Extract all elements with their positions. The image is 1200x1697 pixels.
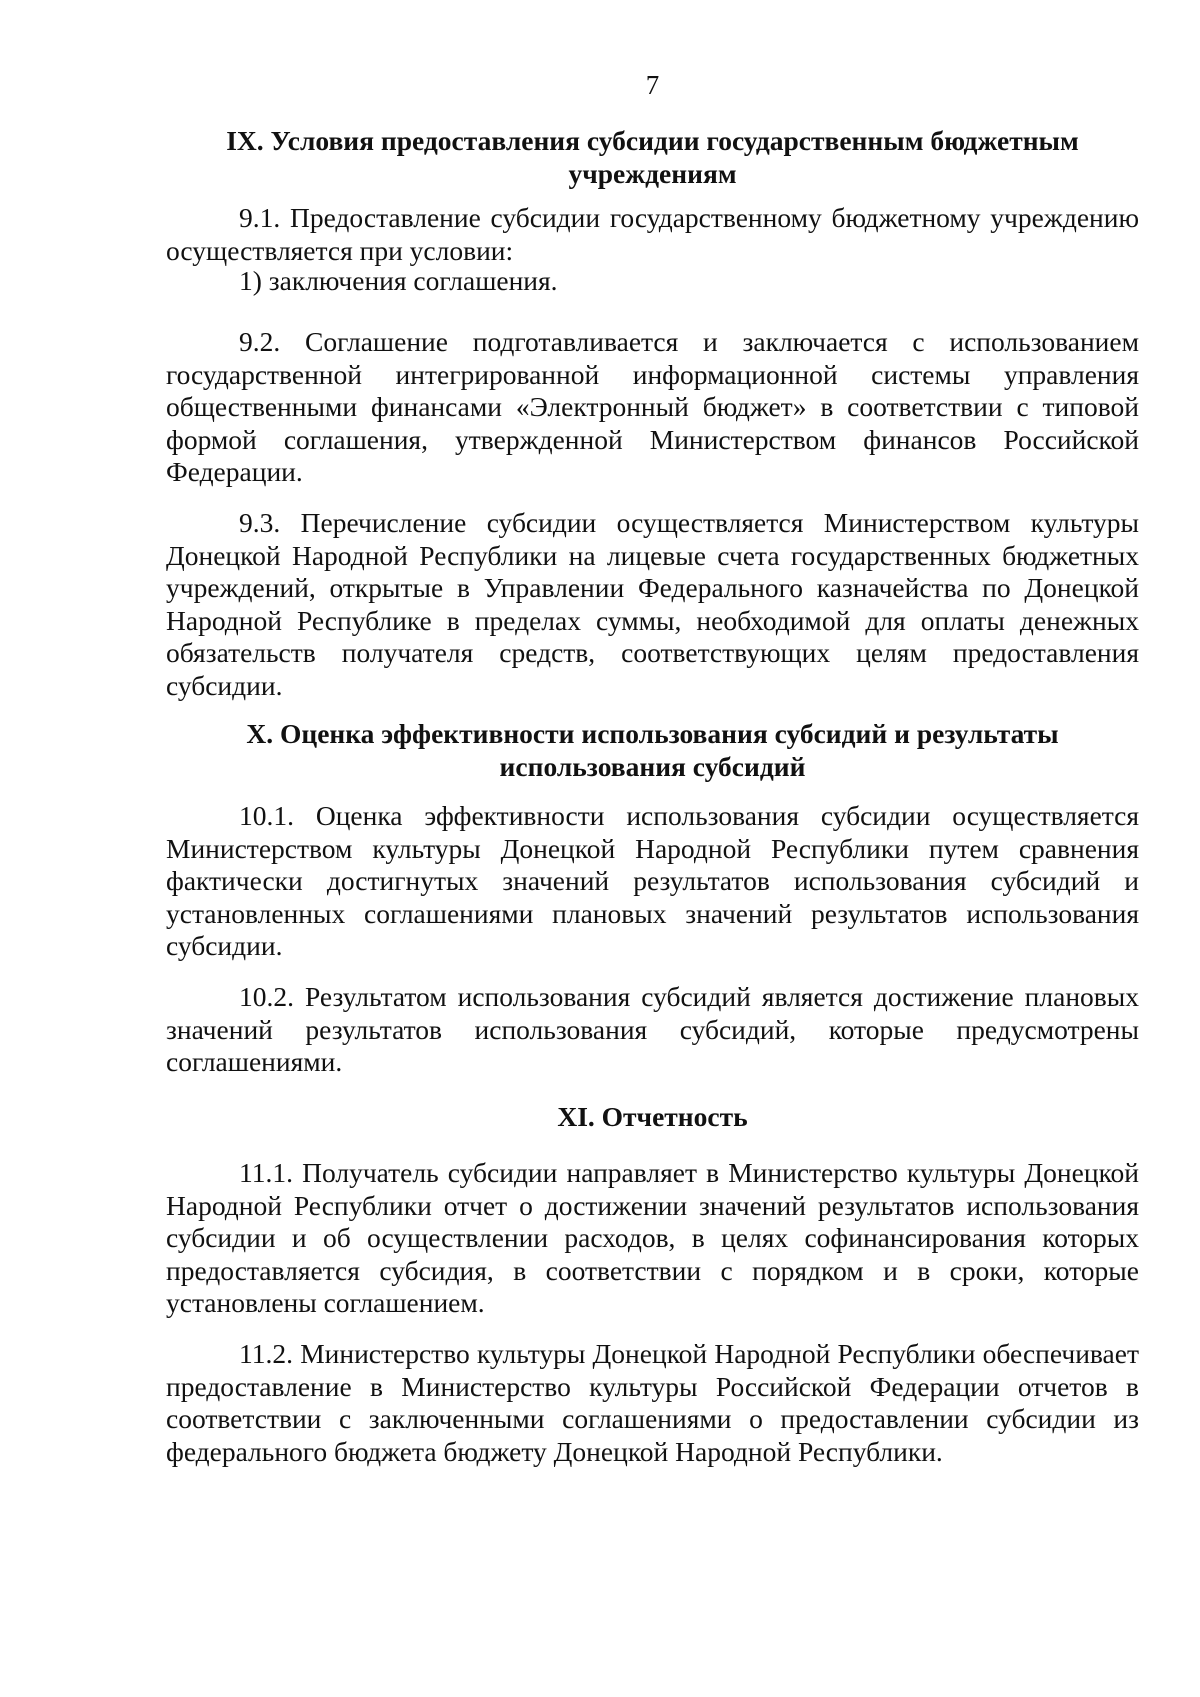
paragraph-9-3: 9.3. Перечисление субсидии осуществляется Министерством культуры Донецкой Народной Республики на лицевые счета государственных бюджетных учреждений, открытые в Управлении Федерального казначейства по Донецкой Народной Республике в пределах суммы, необходимой для оплаты денежных обязательств получателя средств, соответствующих целям предоставления субсидии. (166, 507, 1139, 701)
section-heading-10-line2: использования субсидий (499, 751, 806, 782)
paragraph-9-1: 9.1. Предоставление субсидии государственному бюджетному учреждению осуществляется при условии: (166, 202, 1139, 266)
paragraph-10-1: 10.1. Оценка эффективности использования субсидии осуществляется Министерством культуры Донецкой Народной Республики путем сравнения фактически достигнутых значений результатов использования субсидий и установленных соглашениями плановых значений результатов использования субсидии. (166, 800, 1139, 962)
section-heading-9-line2: учреждениям (568, 158, 737, 189)
section-heading-10 (166, 717, 1139, 783)
paragraph-9-2: 9.2. Соглашение подготавливается и заключается с использованием государственной интегрированной информационной системы управления общественными финансами «Электронный бюджет» в соответствии с типовой формой соглашения, утвержденной Министерством финансов Российской Федерации. (166, 326, 1139, 488)
section-heading-9-line1: IX. Условия предоставления субсидии государственным бюджетным (226, 125, 1079, 156)
section-heading-10-line1: X. Оценка эффективности использования субсидий и результаты (246, 718, 1059, 749)
list-item-9-1-1: 1) заключения соглашения. (239, 265, 558, 296)
section-heading-11 (166, 1100, 1139, 1133)
page-number: 7 (645, 70, 660, 100)
paragraph-11-1: 11.1. Получатель субсидии направляет в Министерство культуры Донецкой Народной Республики отчет о достижении значений результатов использования субсидии и об осуществлении расходов, в целях софинансирования которых предоставляется субсидия, в соответствии с порядком и в сроки, которые установлены соглашением. (166, 1157, 1139, 1319)
section-heading-9 (166, 124, 1139, 190)
paragraph-11-2: 11.2. Министерство культуры Донецкой Народной Республики обеспечивает предоставление в Министерство культуры Российской Федерации отчетов в соответствии с заключенными соглашениями о предоставлении субсидии из федерального бюджета бюджету Донецкой Народной Республики. (166, 1338, 1139, 1467)
section-heading-11-line1: XI. Отчетность (557, 1101, 748, 1132)
paragraph-10-2: 10.2. Результатом использования субсидий является достижение плановых значений результатов использования субсидий, которые предусмотрены соглашениями. (166, 981, 1139, 1078)
